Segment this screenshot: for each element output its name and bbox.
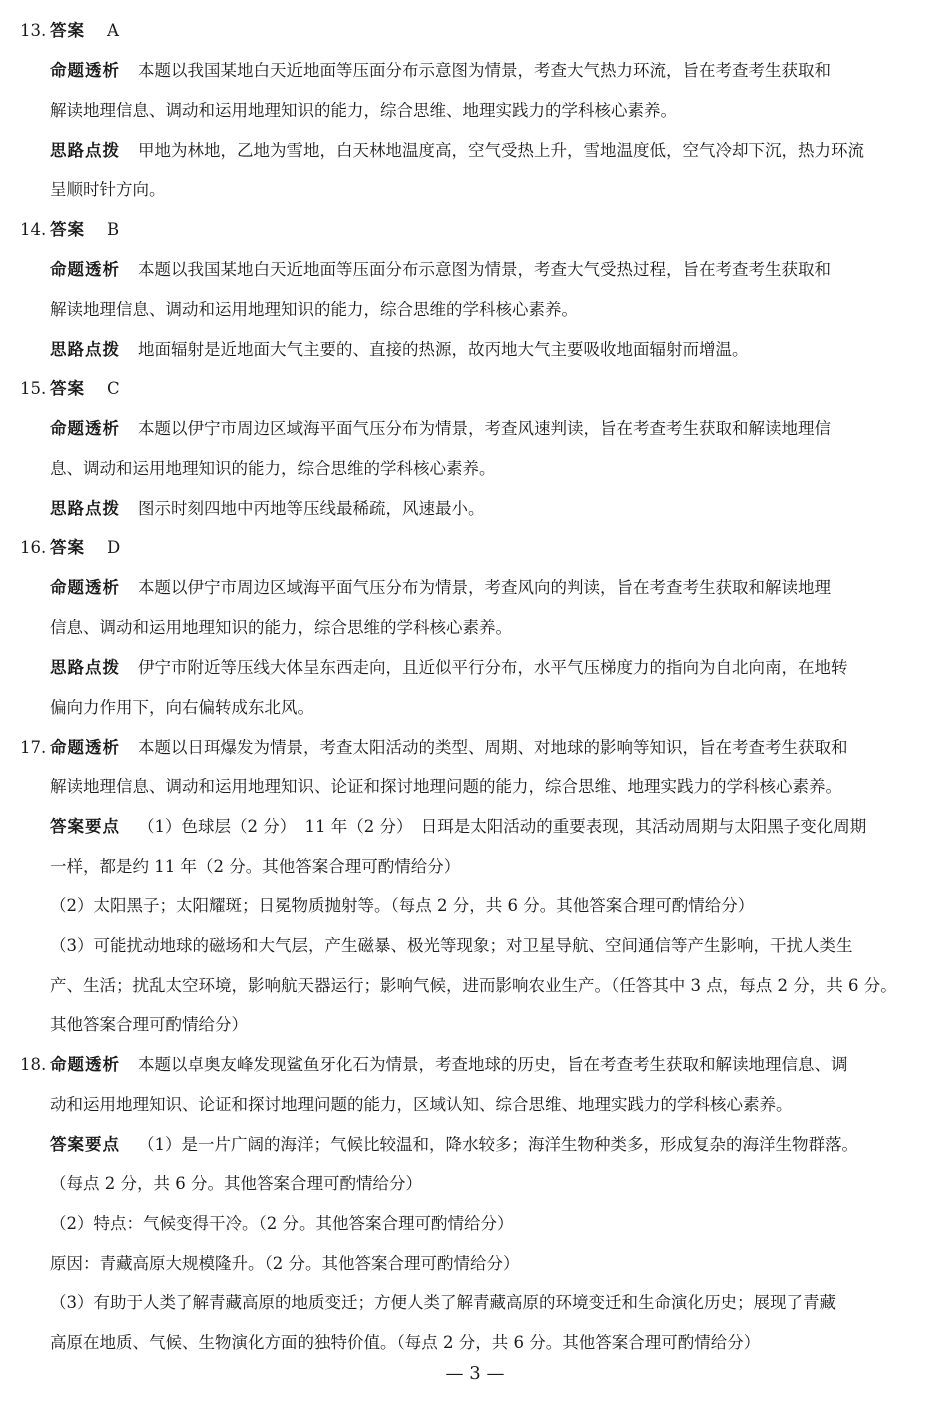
key-points-text: （2）太阳黑子；太阳耀斑；日冕物质抛射等。（每点 2 分，共 6 分。其他答案合理可酌情给分） — [50, 896, 755, 915]
answer-letter: B — [107, 220, 120, 239]
answer-letter: D — [107, 538, 121, 557]
hint-label: 思路点拨 — [50, 340, 120, 359]
question-number: 16. — [20, 538, 47, 557]
intent-text: 本题以卓奥友峰发现鲨鱼牙化石为情景，考查地球的历史，旨在考查考生获取和解读地理信息、调 — [138, 1055, 848, 1074]
key-points-text: 原因：青藏高原大规模隆升。（2 分。其他答案合理可酌情给分） — [50, 1254, 520, 1273]
intent-label: 命题透析 — [50, 578, 120, 597]
intent-text: 本题以我国某地白天近地面等压面分布示意图为情景，考查大气受热过程，旨在考查考生获取和 — [138, 260, 831, 279]
answer-label: 答案 — [50, 538, 85, 557]
key-points-text: 产、生活；扰乱太空环境，影响航天器运行；影响气候，进而影响农业生产。（任答其中 3 点，每点 2 分，共 6 分。 — [50, 976, 897, 995]
intent-label: 命题透析 — [50, 738, 120, 757]
key-points-text: （每点 2 分，共 6 分。其他答案合理可酌情给分） — [50, 1174, 422, 1193]
intent-text: 解读地理信息、调动和运用地理知识的能力，综合思维、地理实践力的学科核心素养。 — [50, 101, 677, 120]
hint-label: 思路点拨 — [50, 141, 120, 160]
key-points-text: 高原在地质、气候、生物演化方面的独特价值。（每点 2 分，共 6 分。其他答案合理可酌情给分） — [50, 1333, 761, 1352]
page-number: — 3 — — [445, 1363, 505, 1384]
intent-text: 本题以我国某地白天近地面等压面分布示意图为情景，考查大气热力环流，旨在考查考生获取和 — [138, 61, 831, 80]
answer-letter: A — [107, 21, 119, 40]
hint-text: 甲地为林地，乙地为雪地，白天林地温度高，空气受热上升，雪地温度低，空气冷却下沉，热力环流 — [138, 141, 864, 160]
intent-text: 动和运用地理知识、论证和探讨地理问题的能力，区域认知、综合思维、地理实践力的学科核心素养。 — [50, 1095, 793, 1114]
key-points-text: 一样，都是约 11 年（2 分。其他答案合理可酌情给分） — [50, 857, 461, 876]
intent-text: 解读地理信息、调动和运用地理知识、论证和探讨地理问题的能力，综合思维、地理实践力的学科核心素养。 — [50, 777, 842, 796]
hint-text: 地面辐射是近地面大气主要的、直接的热源，故丙地大气主要吸收地面辐射而增温。 — [138, 340, 749, 359]
key-points-label: 答案要点 — [50, 1135, 120, 1154]
question-number: 18. — [20, 1055, 47, 1074]
intent-text: 本题以日珥爆发为情景，考查太阳活动的类型、周期、对地球的影响等知识，旨在考查考生获取和 — [138, 738, 848, 757]
question-number: 13. — [20, 21, 47, 40]
intent-text: 解读地理信息、调动和运用地理知识的能力，综合思维的学科核心素养。 — [50, 300, 578, 319]
hint-text: 偏向力作用下，向右偏转成东北风。 — [50, 698, 314, 717]
key-points-text: （1）色球层（2 分） 11 年（2 分） 日珥是太阳活动的重要表现，其活动周期与太阳黑子变化周期 — [138, 817, 867, 836]
key-points-label: 答案要点 — [50, 817, 120, 836]
key-points-text: （3）可能扰动地球的磁场和大气层，产生磁暴、极光等现象；对卫星导航、空间通信等产生影响，干扰人类生 — [50, 936, 853, 955]
key-points-text: （1）是一片广阔的海洋；气候比较温和，降水较多；海洋生物种类多，形成复杂的海洋生物群落。 — [138, 1135, 858, 1154]
answer-letter: C — [107, 379, 120, 398]
intent-text: 本题以伊宁市周边区域海平面气压分布为情景，考查风向的判读，旨在考查考生获取和解读地理 — [138, 578, 831, 597]
intent-text: 信息、调动和运用地理知识的能力，综合思维的学科核心素养。 — [50, 618, 512, 637]
key-points-text: （2）特点：气候变得干冷。（2 分。其他答案合理可酌情给分） — [50, 1214, 514, 1233]
hint-text: 伊宁市附近等压线大体呈东西走向，且近似平行分布，水平气压梯度力的指向为自北向南，在地转 — [138, 658, 848, 677]
hint-text: 呈顺时针方向。 — [50, 180, 166, 199]
intent-label: 命题透析 — [50, 419, 120, 438]
intent-label: 命题透析 — [50, 61, 120, 80]
intent-label: 命题透析 — [50, 260, 120, 279]
intent-text: 本题以伊宁市周边区域海平面气压分布为情景，考查风速判读，旨在考查考生获取和解读地理信 — [138, 419, 831, 438]
key-points-text: 其他答案合理可酌情给分） — [50, 1015, 248, 1034]
hint-label: 思路点拨 — [50, 499, 120, 518]
hint-text: 图示时刻四地中丙地等压线最稀疏，风速最小。 — [138, 499, 485, 518]
answer-label: 答案 — [50, 379, 85, 398]
question-number: 15. — [20, 379, 47, 398]
question-number: 14. — [20, 220, 47, 239]
question-number: 17. — [20, 738, 47, 757]
intent-label: 命题透析 — [50, 1055, 120, 1074]
answer-label: 答案 — [50, 220, 85, 239]
intent-text: 息、调动和运用地理知识的能力，综合思维的学科核心素养。 — [50, 459, 496, 478]
answer-label: 答案 — [50, 21, 85, 40]
hint-label: 思路点拨 — [50, 658, 120, 677]
key-points-text: （3）有助于人类了解青藏高原的地质变迁；方便人类了解青藏高原的环境变迁和生命演化历史；展现了青藏 — [50, 1293, 836, 1312]
